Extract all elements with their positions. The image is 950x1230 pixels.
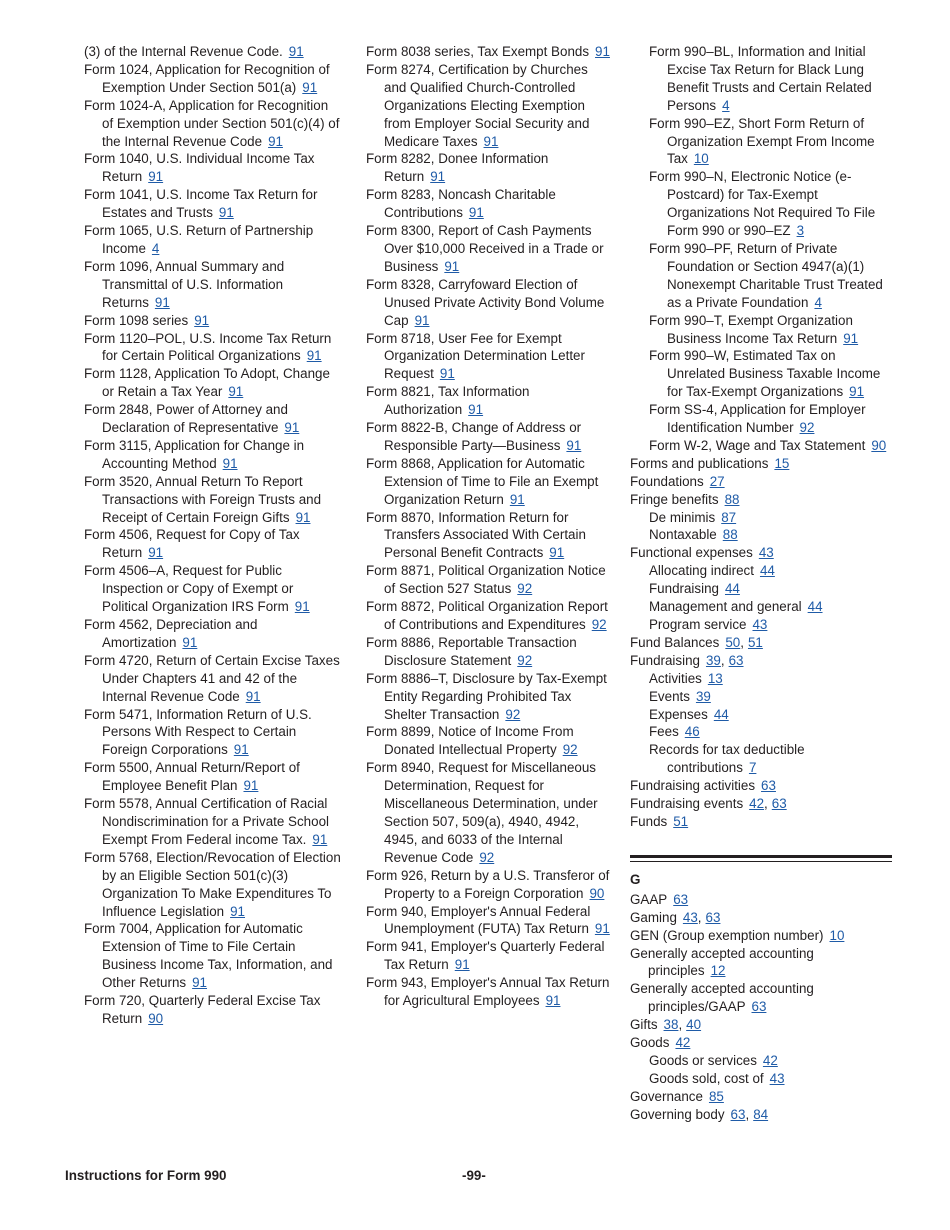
page-link[interactable]: 38 bbox=[663, 1017, 679, 1033]
page-link[interactable]: 3 bbox=[796, 223, 805, 239]
page-link[interactable]: 40 bbox=[686, 1017, 702, 1033]
page-link[interactable]: 43 bbox=[758, 545, 774, 561]
index-entry bbox=[630, 813, 892, 831]
page-link[interactable]: 92 bbox=[591, 617, 607, 632]
index-entry bbox=[630, 598, 892, 616]
index-entry-text: Form 1040, U.S. Individual Income Tax Return bbox=[84, 151, 315, 185]
index-entry-text: GEN (Group exemption number) bbox=[630, 927, 824, 943]
index-entry-text: Form W-2, Wage and Tax Statement bbox=[649, 437, 866, 453]
index-entry-text: Fees bbox=[649, 724, 679, 740]
index-entry-text: Expenses bbox=[649, 706, 708, 722]
page-link[interactable]: 44 bbox=[759, 563, 775, 579]
index-entry bbox=[630, 652, 892, 670]
page-separator: , bbox=[764, 796, 768, 812]
index-entry bbox=[630, 1106, 892, 1124]
index-entry-text: Form 5471, Information Return of U.S. Persons With Respect to Certain Foreign Corporations bbox=[84, 706, 312, 758]
page-link[interactable]: 4 bbox=[151, 240, 160, 256]
index-entry-text: Form 8872, Political Organization Report of Contributions and Expenditures bbox=[366, 599, 608, 632]
page-link[interactable]: 91 bbox=[233, 742, 249, 758]
index-entry bbox=[84, 258, 342, 312]
page-link[interactable]: 42 bbox=[749, 796, 765, 812]
page-link[interactable]: 91 bbox=[230, 903, 245, 919]
index-entry-text: Allocating indirect bbox=[649, 563, 754, 579]
page-link[interactable]: 91 bbox=[312, 831, 328, 847]
index-entry bbox=[630, 670, 892, 688]
index-entry bbox=[366, 330, 612, 384]
page-link[interactable]: 92 bbox=[562, 742, 578, 758]
index-entry-text: Form 8300, Report of Cash Payments Over $10,000 Received in a Trade or Business bbox=[366, 223, 604, 274]
index-entry bbox=[366, 598, 612, 634]
index-entry bbox=[84, 61, 342, 97]
index-entry bbox=[366, 43, 612, 61]
page-link[interactable]: 91 bbox=[566, 437, 582, 453]
index-entry bbox=[630, 741, 892, 777]
page-link[interactable]: 88 bbox=[722, 527, 738, 543]
index-entry bbox=[630, 115, 892, 169]
index-g-entries bbox=[630, 891, 892, 1124]
index-entry-text: Form 1024, Application for Recognition of Exemption Under Section 501(a) bbox=[84, 61, 330, 95]
page-link[interactable]: 91 bbox=[148, 545, 164, 561]
index-entry-text: Form 8328, Carryfoward Election of Unused Private Activity Bond Volume Cap bbox=[366, 276, 605, 328]
index-entry bbox=[630, 1016, 892, 1034]
index-entry bbox=[366, 903, 612, 939]
page-link[interactable]: 91 bbox=[468, 205, 484, 221]
page-link[interactable]: 44 bbox=[807, 599, 823, 615]
index-entry bbox=[630, 1088, 892, 1106]
index-entry bbox=[84, 616, 342, 652]
index-entry bbox=[630, 240, 892, 312]
page-separator: , bbox=[745, 1106, 750, 1122]
page-link[interactable]: 91 bbox=[545, 993, 561, 1009]
page-link[interactable]: 43 bbox=[752, 617, 768, 632]
page-link[interactable]: 91 bbox=[218, 205, 234, 221]
index-column-1 bbox=[84, 43, 342, 1028]
page-link[interactable]: 91 bbox=[148, 169, 164, 185]
index-entry-text: Nontaxable bbox=[649, 527, 717, 543]
index-entry-text: Form 990–N, Electronic Notice (e-Postcard) for Tax-Exempt Organizations Not Required To File Form 990 or 990–EZ bbox=[649, 169, 876, 239]
page-link[interactable]: 92 bbox=[505, 706, 521, 722]
section-letter: G bbox=[630, 871, 641, 887]
index-entry bbox=[366, 759, 612, 866]
index-entry bbox=[84, 186, 342, 222]
index-entry-text: Form 1120–POL, U.S. Income Tax Return for Certain Political Organizations bbox=[84, 330, 332, 364]
index-entry bbox=[84, 992, 342, 1028]
index-entry bbox=[630, 1034, 892, 1052]
index-entry bbox=[84, 706, 342, 760]
index-entry-text: Fundraising events bbox=[630, 796, 744, 812]
index-entry bbox=[84, 97, 342, 151]
index-entry-text: Form 1041, U.S. Income Tax Return for Estates and Trusts bbox=[84, 187, 318, 221]
page-link[interactable]: 91 bbox=[243, 778, 259, 794]
index-entry bbox=[84, 473, 342, 527]
page-link[interactable]: 88 bbox=[724, 491, 740, 507]
page-link[interactable]: 39 bbox=[705, 652, 721, 668]
page-link[interactable]: 10 bbox=[693, 151, 709, 167]
index-entry-text: Funds bbox=[630, 813, 668, 829]
index-entry bbox=[630, 455, 892, 473]
index-entry-text: Form 5500, Annual Return/Report of Employee Benefit Plan bbox=[84, 760, 300, 794]
index-entry-text: Activities bbox=[649, 670, 702, 686]
page-link[interactable]: 91 bbox=[245, 688, 261, 704]
index-entry bbox=[630, 909, 892, 927]
page-link[interactable]: 91 bbox=[294, 599, 310, 615]
page-link[interactable]: 91 bbox=[549, 545, 565, 561]
index-entry bbox=[84, 652, 342, 706]
page-link[interactable]: 91 bbox=[182, 634, 198, 650]
footer-title: Instructions for Form 990 bbox=[65, 1168, 227, 1183]
index-entry bbox=[366, 938, 612, 974]
index-entry-text: Form 943, Employer's Annual Tax Return for Agricultural Employees bbox=[366, 975, 610, 1009]
index-entry bbox=[630, 1052, 892, 1070]
index-entry bbox=[630, 312, 892, 348]
index-entry-text: Form 4562, Depreciation and Amortization bbox=[84, 617, 258, 650]
index-entry-text: Form 4506–A, Request for Public Inspection or Copy of Exempt or Political Organization IRS Form bbox=[84, 563, 294, 615]
index-entry bbox=[84, 330, 342, 366]
index-entry bbox=[630, 491, 892, 509]
index-entry bbox=[630, 688, 892, 706]
index-entry-text: Form 8870, Information Return for Transfers Associated With Certain Personal Benefit Contracts bbox=[366, 509, 586, 561]
index-entry bbox=[630, 1070, 892, 1088]
index-entry-text: Form 8868, Application for Automatic Extension of Time to File an Exempt Organization Return bbox=[366, 455, 599, 507]
index-entry-text: Generally accepted accounting principles bbox=[630, 945, 814, 979]
page-link[interactable]: 63 bbox=[728, 652, 744, 668]
page-link[interactable]: 4 bbox=[722, 97, 730, 113]
index-entry-text: Form 8718, User Fee for Exempt Organization Determination Letter Request bbox=[366, 330, 585, 382]
index-entry bbox=[630, 509, 892, 527]
index-entry bbox=[84, 43, 342, 61]
index-entry bbox=[84, 562, 342, 616]
index-entry bbox=[366, 723, 612, 759]
page-separator: , bbox=[720, 652, 725, 668]
index-entry-text: Form SS-4, Application for Employer Identification Number bbox=[649, 402, 866, 436]
index-entry bbox=[366, 509, 612, 563]
page-link[interactable]: 91 bbox=[295, 509, 311, 525]
index-entry-text: Form 8282, Donee Information Return bbox=[366, 151, 549, 185]
index-entry bbox=[630, 891, 892, 909]
index-entry-text: Form 8274, Certification by Churches and Qualified Church-Controlled Organizations Electing Exemption from Employer Social Security and Medicare Taxes bbox=[366, 61, 590, 149]
index-entry bbox=[366, 61, 612, 151]
index-entry bbox=[84, 150, 342, 186]
page-link[interactable]: 63 bbox=[730, 1106, 746, 1122]
page-number: -99- bbox=[462, 1168, 486, 1183]
section-divider-thin bbox=[630, 861, 892, 862]
index-entry bbox=[84, 222, 342, 258]
index-entry bbox=[630, 723, 892, 741]
index-entry-text: Program service bbox=[649, 617, 747, 632]
index-entry bbox=[366, 634, 612, 670]
page-link[interactable]: 91 bbox=[284, 420, 300, 436]
index-entry-text: Governance bbox=[630, 1088, 703, 1104]
page-link[interactable]: 91 bbox=[306, 348, 322, 364]
page-link[interactable]: 51 bbox=[747, 634, 763, 650]
index-column-3 bbox=[630, 43, 892, 1124]
page-link[interactable]: 92 bbox=[799, 420, 815, 436]
index-entry-text: Form 2848, Power of Attorney and Declaration of Representative bbox=[84, 402, 288, 436]
page-link[interactable]: 91 bbox=[288, 44, 304, 59]
index-entry-text: Fundraising activities bbox=[630, 778, 756, 794]
page-link[interactable]: 91 bbox=[228, 384, 244, 400]
page-link[interactable]: 91 bbox=[849, 384, 865, 400]
index-entry bbox=[630, 43, 892, 115]
index-entry-text: Form 1128, Application To Adopt, Change or Retain a Tax Year bbox=[84, 366, 330, 400]
index-entry bbox=[630, 437, 892, 455]
index-entry-text: Form 926, Return by a U.S. Transferor of Property to a Foreign Corporation bbox=[366, 867, 610, 901]
index-entry-text: Form 8886, Reportable Transaction Disclosure Statement bbox=[366, 634, 577, 668]
index-entry-text: Form 940, Employer's Annual Federal Unemployment (FUTA) Tax Return bbox=[366, 903, 591, 937]
page-link[interactable]: 63 bbox=[705, 909, 721, 925]
page-link[interactable]: 63 bbox=[751, 999, 767, 1015]
page-link[interactable]: 91 bbox=[594, 921, 610, 937]
index-entry-text: Governing body bbox=[630, 1106, 725, 1122]
page-link[interactable]: 92 bbox=[479, 849, 495, 865]
page-link[interactable]: 13 bbox=[707, 670, 723, 686]
index-entry bbox=[630, 473, 892, 491]
page-link[interactable]: 63 bbox=[761, 778, 776, 794]
page-link[interactable]: 91 bbox=[439, 366, 455, 382]
page-link[interactable]: 44 bbox=[724, 581, 740, 597]
page-link[interactable]: 92 bbox=[517, 581, 533, 597]
index-entry-text: Form 8038 series, Tax Exempt Bonds bbox=[366, 44, 590, 59]
index-entry-text: Form 1098 series bbox=[84, 312, 189, 328]
page-link[interactable]: 91 bbox=[430, 169, 446, 185]
page-link[interactable]: 46 bbox=[684, 724, 700, 740]
page-link[interactable]: 91 bbox=[483, 133, 499, 149]
index-entry bbox=[366, 562, 612, 598]
page-link[interactable]: 91 bbox=[192, 975, 208, 991]
index-entry bbox=[366, 974, 612, 1010]
page-link[interactable]: 63 bbox=[673, 891, 689, 907]
page-link[interactable]: 91 bbox=[268, 133, 283, 149]
page-link[interactable]: 91 bbox=[194, 312, 210, 328]
index-entry bbox=[630, 980, 892, 1016]
index-entry-text: Fundraising bbox=[630, 652, 700, 668]
index-entry-text: De minimis bbox=[649, 509, 716, 525]
section-divider-thick bbox=[630, 855, 892, 858]
index-entry-text: Form 1024-A, Application for Recognition of Exemption under Section 501(c)(4) of the Internal Revenue Code bbox=[84, 97, 340, 149]
index-entry-text: Forms and publications bbox=[630, 455, 769, 471]
index-entry-text: Form 720, Quarterly Federal Excise Tax Return bbox=[84, 993, 321, 1026]
index-entry bbox=[84, 849, 342, 921]
index-entry bbox=[630, 526, 892, 544]
index-entry-text: Form 941, Employer's Quarterly Federal Tax Return bbox=[366, 939, 605, 973]
index-entry-text: Form 8871, Political Organization Notice of Section 527 Status bbox=[366, 563, 606, 597]
index-entry-text: Fund Balances bbox=[630, 634, 720, 650]
page-link[interactable]: 87 bbox=[721, 509, 737, 525]
index-entry bbox=[84, 312, 342, 330]
page-link[interactable]: 7 bbox=[748, 760, 757, 776]
index-entry-text: Records for tax deductible contributions bbox=[649, 742, 805, 776]
index-entry bbox=[630, 544, 892, 562]
index-entry-text: Form 5768, Election/Revocation of Election by an Eligible Section 501(c)(3) Organization To Make Expenditures To Influence Legislation bbox=[84, 849, 341, 919]
page-link[interactable]: 10 bbox=[829, 927, 845, 943]
page-separator: , bbox=[678, 1017, 683, 1033]
index-entry bbox=[630, 795, 892, 813]
index-entry-text: Form 990–BL, Information and Initial Excise Tax Return for Black Lung Benefit Trusts and Certain Related Persons bbox=[649, 44, 872, 113]
index-entry-text: Form 3520, Annual Return To Report Transactions with Foreign Trusts and Receipt of Certain Foreign Gifts bbox=[84, 473, 322, 525]
page-link[interactable]: 63 bbox=[771, 796, 787, 812]
page-link[interactable]: 4 bbox=[814, 294, 822, 310]
index-entry-text: Form 990–EZ, Short Form Return of Organization Exempt From Income Tax bbox=[649, 115, 875, 167]
page-link[interactable]: 91 bbox=[222, 455, 238, 471]
index-entry bbox=[630, 945, 892, 981]
index-entry-text: Functional expenses bbox=[630, 545, 753, 561]
index-entry bbox=[630, 706, 892, 724]
index-entry-text: Foundations bbox=[630, 473, 704, 489]
index-entry bbox=[366, 670, 612, 724]
page-link[interactable]: 91 bbox=[302, 79, 318, 95]
index-entry bbox=[84, 795, 342, 849]
index-entry-text: (3) of the Internal Revenue Code. bbox=[84, 44, 283, 59]
index-entry bbox=[366, 419, 612, 455]
index-entry bbox=[84, 759, 342, 795]
page-link[interactable]: 90 bbox=[148, 1010, 164, 1026]
index-f-entries-continued bbox=[630, 43, 892, 831]
index-entry-text: Form 8283, Noncash Charitable Contributions bbox=[366, 187, 556, 221]
page-link[interactable]: 91 bbox=[595, 44, 610, 59]
index-entry-text: Form 8821, Tax Information Authorization bbox=[366, 384, 530, 418]
index-entry-text: Form 8822-B, Change of Address or Responsible Party—Business bbox=[366, 420, 582, 453]
index-entry-text: Generally accepted accounting principles/GAAP bbox=[630, 981, 814, 1015]
page-link[interactable]: 27 bbox=[709, 473, 725, 489]
index-entry bbox=[366, 186, 612, 222]
page-link[interactable]: 44 bbox=[713, 706, 729, 722]
page-link[interactable]: 42 bbox=[675, 1035, 691, 1051]
index-entry-text: Goods or services bbox=[649, 1052, 757, 1068]
page-link[interactable]: 91 bbox=[444, 258, 460, 274]
page-link[interactable]: 15 bbox=[774, 455, 790, 471]
index-entry bbox=[366, 383, 612, 419]
page-link[interactable]: 91 bbox=[454, 957, 470, 973]
page-link[interactable]: 84 bbox=[753, 1106, 769, 1122]
page-link[interactable]: 42 bbox=[762, 1052, 778, 1068]
index-entry-text: Form 7004, Application for Automatic Extension of Time to File Certain Business Income Tax, Information, and Other Returns bbox=[84, 921, 333, 991]
index-entry bbox=[630, 927, 892, 945]
index-column-2 bbox=[366, 43, 612, 1010]
index-entry-text: Management and general bbox=[649, 599, 802, 615]
index-entry bbox=[84, 526, 342, 562]
page-link[interactable]: 85 bbox=[708, 1088, 724, 1104]
index-entry-text: Form 8886–T, Disclosure by Tax-Exempt Entity Regarding Prohibited Tax Shelter Transaction bbox=[366, 670, 607, 722]
index-entry bbox=[366, 455, 612, 509]
page-link[interactable]: 91 bbox=[468, 402, 484, 418]
index-entry-text: Form 8940, Request for Miscellaneous Determination, Request for Miscellaneous Determination, under Section 507, 509(a), 4940, 4942, 4945, and 6033 of the Internal Revenue Code bbox=[366, 760, 598, 865]
page-link[interactable]: 50 bbox=[725, 634, 741, 650]
index-entry bbox=[84, 437, 342, 473]
index-entry-text: Form 4720, Return of Certain Excise Taxes Under Chapters 41 and 42 of the Internal Revenue Code bbox=[84, 652, 340, 704]
page-link[interactable]: 90 bbox=[589, 885, 605, 901]
index-entry-text: Form 1065, U.S. Return of Partnership Income bbox=[84, 223, 314, 256]
page-separator: , bbox=[740, 634, 744, 650]
index-entry bbox=[84, 920, 342, 992]
index-entry-text: Form 990–PF, Return of Private Foundation or Section 4947(a)(1) Nonexempt Charitable Trust Treated as a Private Foundation bbox=[649, 240, 883, 310]
index-entry-text: Fringe benefits bbox=[630, 491, 719, 507]
page-link[interactable]: 91 bbox=[414, 312, 430, 328]
index-entry bbox=[630, 401, 892, 437]
index-entry bbox=[630, 777, 892, 795]
page-separator: , bbox=[697, 909, 702, 925]
index-entry bbox=[366, 222, 612, 276]
index-entry-text: Goods sold, cost of bbox=[649, 1070, 764, 1086]
page-link[interactable]: 90 bbox=[871, 437, 887, 453]
index-entry bbox=[630, 580, 892, 598]
index-entry bbox=[366, 867, 612, 903]
index-entry bbox=[366, 276, 612, 330]
page-link[interactable]: 91 bbox=[843, 330, 859, 346]
index-entry-text: Form 8899, Notice of Income From Donated Intellectual Property bbox=[366, 724, 574, 758]
index-entry bbox=[366, 150, 612, 186]
page-link[interactable]: 91 bbox=[154, 294, 170, 310]
index-entry-text: Events bbox=[649, 688, 690, 704]
index-entry bbox=[630, 168, 892, 240]
page-link[interactable]: 51 bbox=[673, 813, 689, 829]
index-entry-text: Gaming bbox=[630, 909, 677, 925]
page-link[interactable]: 43 bbox=[682, 909, 698, 925]
page-link[interactable]: 12 bbox=[710, 963, 726, 979]
index-entry bbox=[84, 365, 342, 401]
index-entry-text: Goods bbox=[630, 1035, 670, 1051]
index-entry-text: Fundraising bbox=[649, 581, 719, 597]
index-entry-text: Form 990–T, Exempt Organization Business Income Tax Return bbox=[649, 312, 853, 346]
index-entry bbox=[84, 401, 342, 437]
index-entry-text: Form 990–W, Estimated Tax on Unrelated Business Taxable Income for Tax-Exempt Organizations bbox=[649, 348, 881, 400]
index-entry-text: Gifts bbox=[630, 1017, 658, 1033]
index-entry bbox=[630, 616, 892, 634]
index-entry bbox=[630, 634, 892, 652]
index-entry-text: Form 3115, Application for Change in Accounting Method bbox=[84, 437, 305, 471]
page-link[interactable]: 91 bbox=[509, 491, 525, 507]
index-entry bbox=[630, 562, 892, 580]
index-entry-text: GAAP bbox=[630, 891, 668, 907]
page-link[interactable]: 39 bbox=[695, 688, 711, 704]
page-link[interactable]: 43 bbox=[769, 1070, 785, 1086]
index-entry-text: Form 4506, Request for Copy of Tax Return bbox=[84, 527, 300, 561]
index-entry bbox=[630, 347, 892, 401]
index-entry-text: Form 1096, Annual Summary and Transmittal of U.S. Information Returns bbox=[84, 258, 285, 310]
page-link[interactable]: 92 bbox=[517, 652, 533, 668]
index-entry-text: Form 5578, Annual Certification of Racial Nondiscrimination for a Private School Exempt From Federal income Tax. bbox=[84, 796, 330, 847]
